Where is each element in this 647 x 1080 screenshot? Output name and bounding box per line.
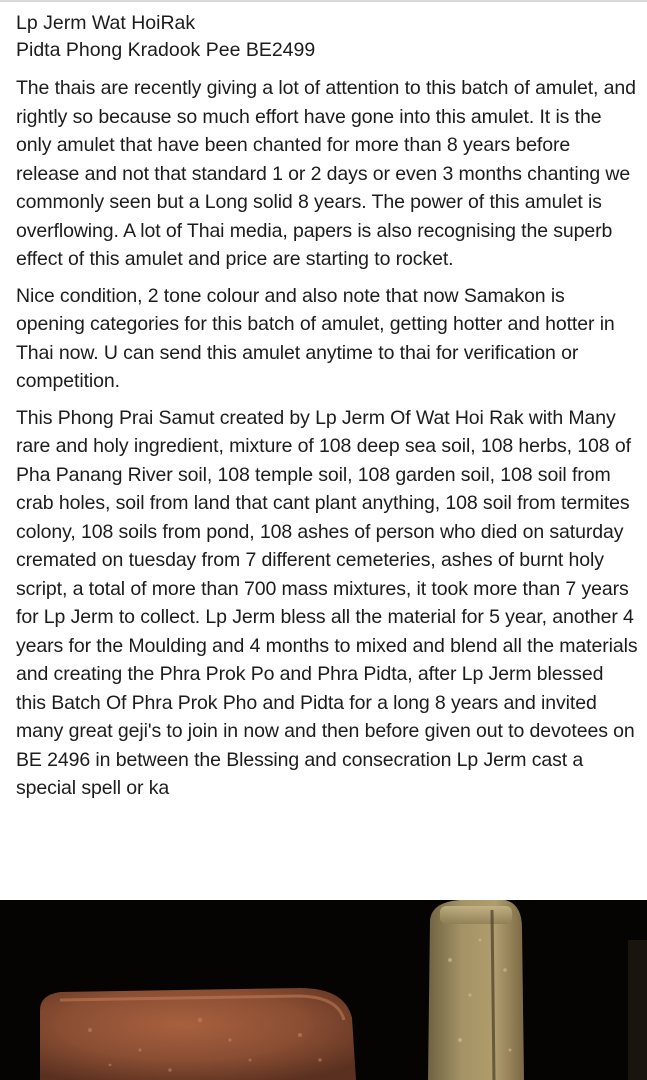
top-divider <box>0 0 647 2</box>
post-subtitle: Pidta Phong Kradook Pee BE2499 <box>16 39 316 61</box>
post-paragraph-3: This Phong Prai Samut created by Lp Jerm Of Wat Hoi Rak with Many rare and holy ingredient, mixture of 108 deep sea soil, 108 herbs, 108 of Pha Panang River soil, 108 temple soil, 108 garden soil, 108 soil from crab holes, soil from land that cant plant anything, 108 soil from termites colony, 108 soils from pond, 108 ashes of person who died on saturday cremated on tuesday from 7 different cemeteries, ashes of burnt holy script, a total of more than 700 mass mixtures, it took more than 7 years for Lp Jerm to collect. Lp Jerm bless all the material for 5 year, another 4 years for the Moulding and 4 months to mixed and blend all the materials and creating the Phra Prok Po and Phra Pidta, after Lp Jerm blessed this Batch Of Phra Prok Pho and Pidta for a long 8 years and invited many great geji's to join in now and then before given out to devotees on BE 2496 in between the Blessing and consecration Lp Jerm cast a special spell or ka <box>16 406 638 799</box>
post-paragraph-1: The thais are recently giving a lot of attention to this batch of amulet, and rightly so because so much effort have gone into this amulet. It is the only amulet that have been chanted for more than 8 years before release and not that standard 1 or 2 days or even 3 months chanting we commonly seen but a Long solid 8 years. The power of this amulet is overflowing. A lot of Thai media, papers is also recognising the superb effect of this amulet and price are starting to rocket. <box>16 77 636 270</box>
amulet-left-shape <box>40 988 356 1080</box>
post-title: Lp Jerm Wat HoiRak <box>16 12 196 34</box>
amulet-photo-image <box>0 900 647 1080</box>
amulet-right-shape <box>428 900 524 1080</box>
amulet-photo[interactable] <box>0 900 647 1080</box>
post-paragraph-2: Nice condition, 2 tone colour and also note that now Samakon is opening categories for this batch of amulet, getting hotter and hotter in Thai now. U can send this amulet anytime to thai for verification or competition. <box>16 284 615 392</box>
post-content <box>16 10 638 803</box>
